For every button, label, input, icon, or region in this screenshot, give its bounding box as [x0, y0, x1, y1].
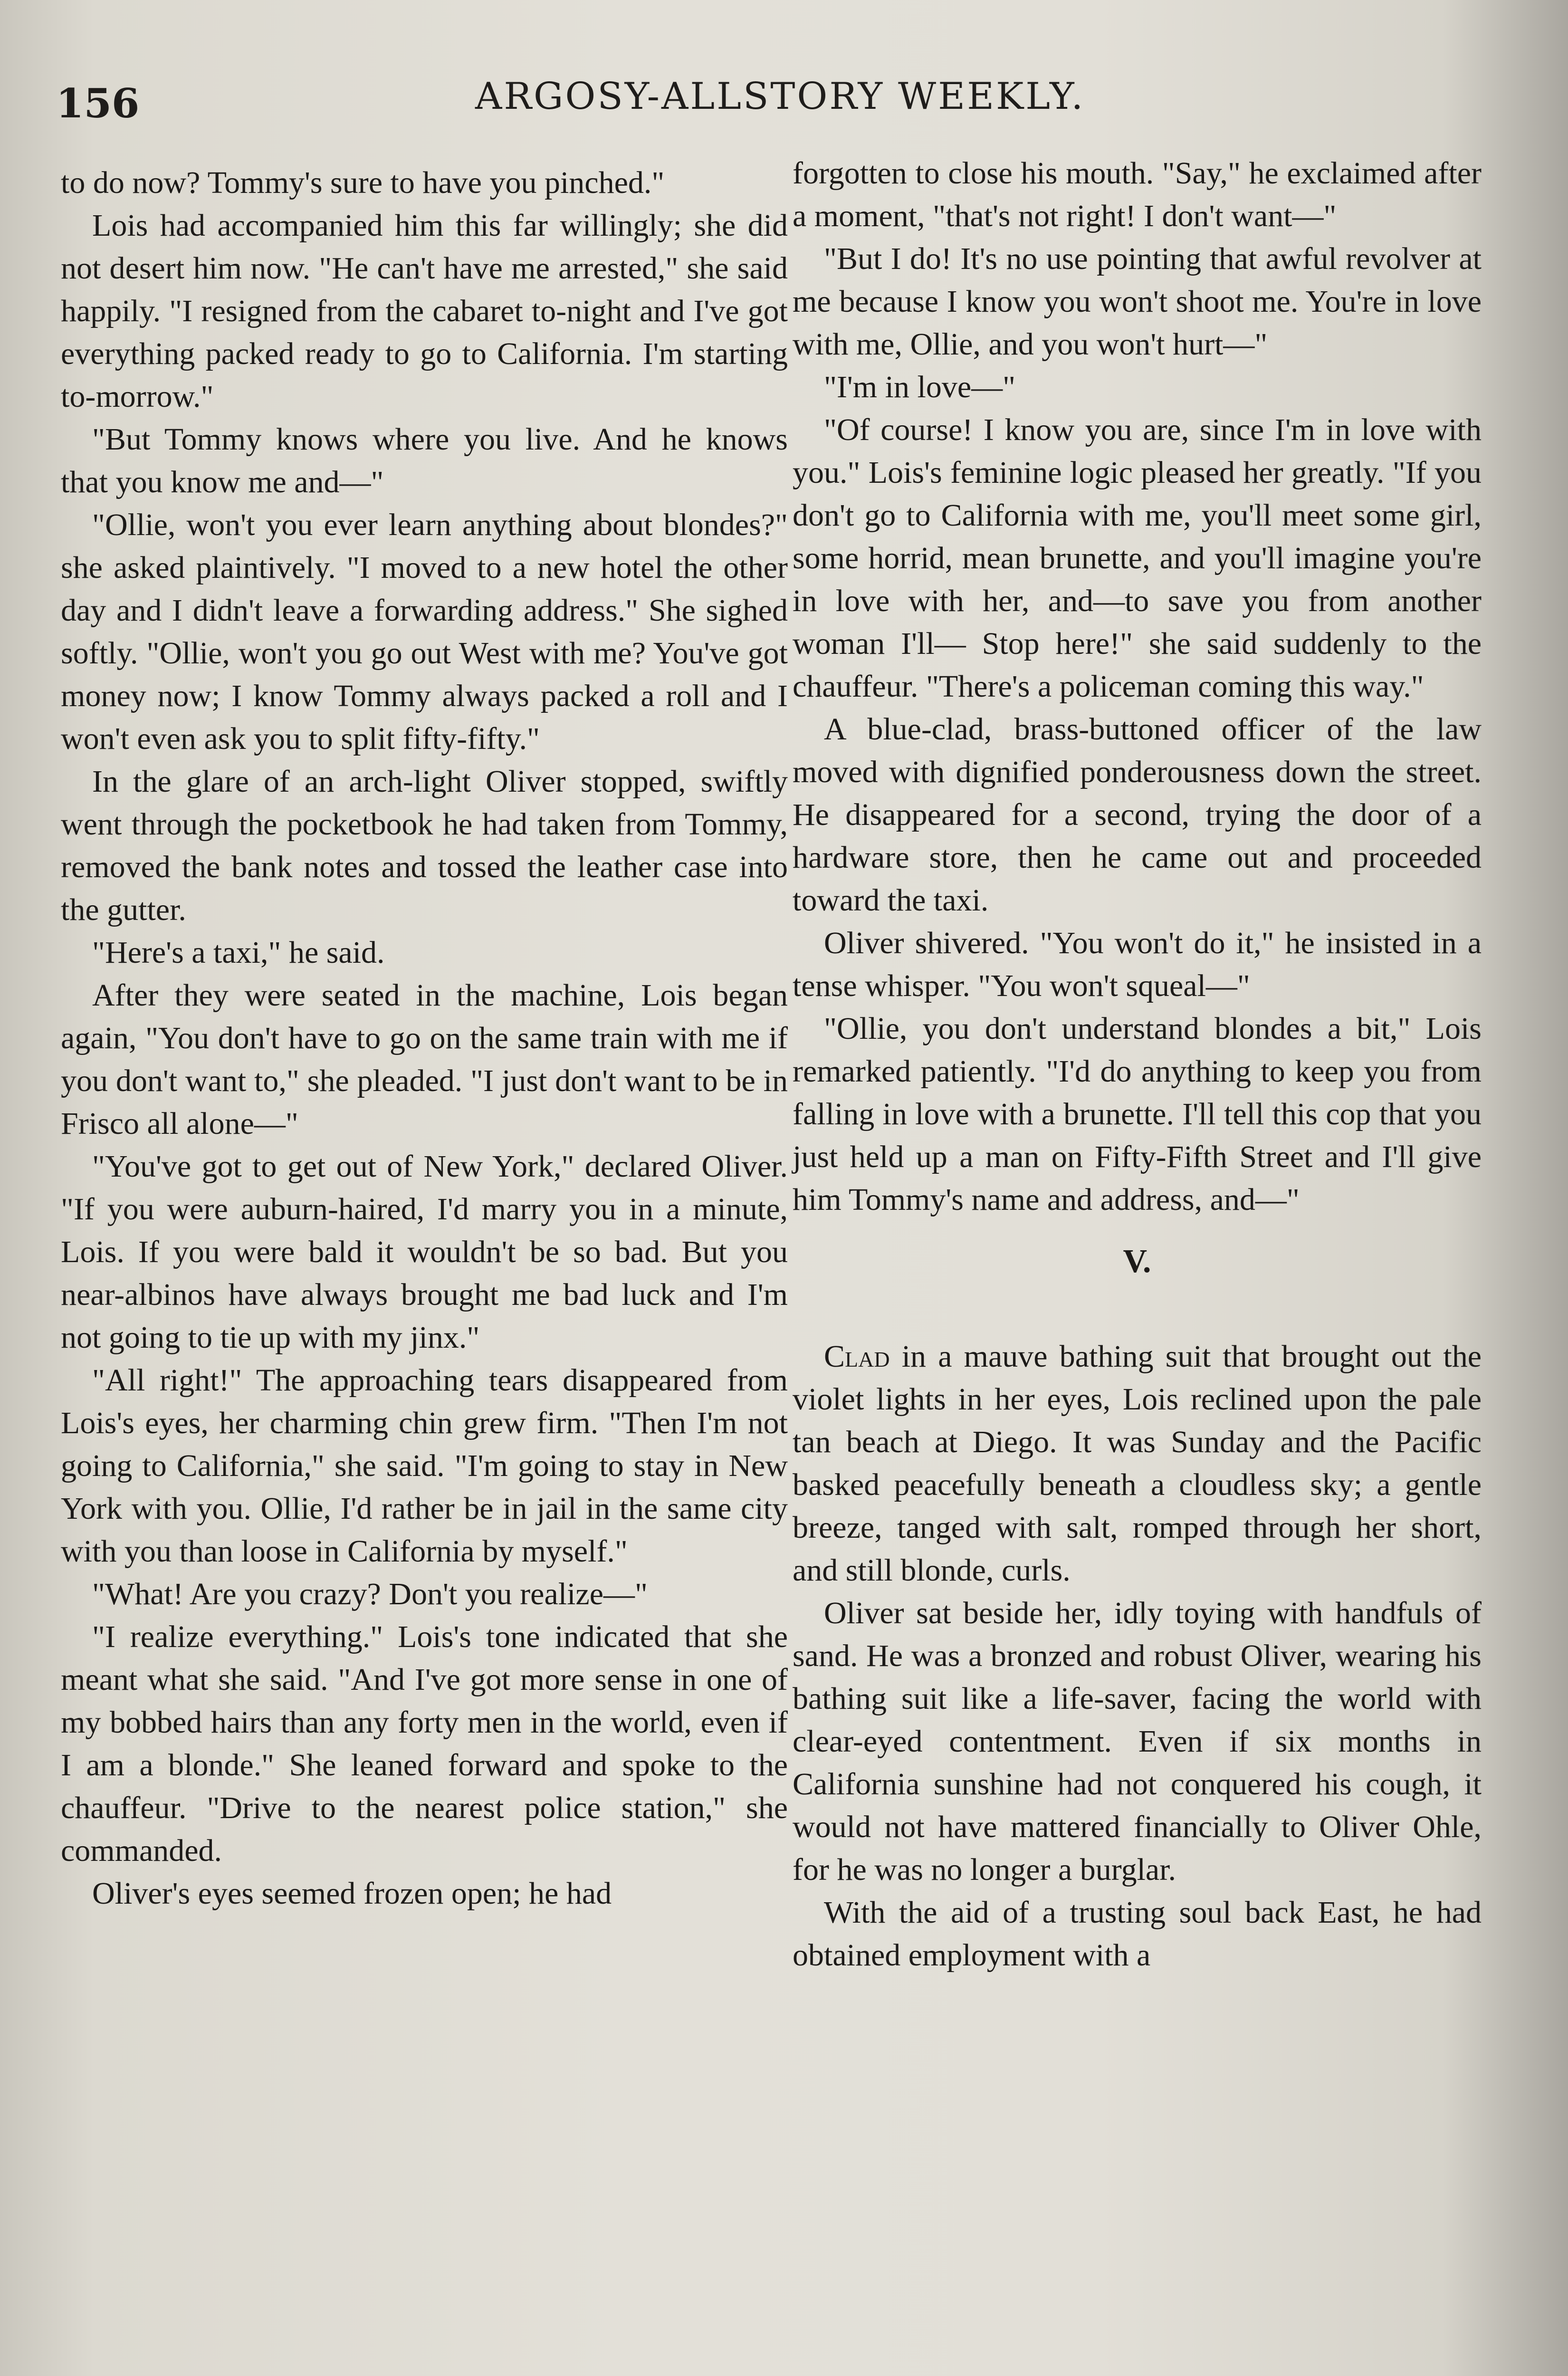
paragraph: "You've got to get out of New York," declared Oliver. "If you were auburn-haired, I'd marry you in a minute, Lois. If you were bald it wouldn't be so bad. But you near-albinos have always brought me bad luck and I'm not going to tie up with my jinx." — [61, 1149, 788, 1355]
paragraph: Oliver's eyes seemed frozen open; he had — [92, 1876, 612, 1911]
paragraph: "Here's a taxi," he said. — [92, 935, 385, 970]
paragraph: "I realize everything." Lois's tone indicated that she meant what she said. "And I've got more sense in one of my bobbed hairs than any forty men in the world, even if I am a blonde." She leaned forward and spoke to the chauffeur. "Drive to the nearest police station," she commanded. — [61, 1619, 788, 1868]
paragraph: "All right!" The approaching tears disappeared from Lois's eyes, her charming chin grew firm. "Then I'm not going to California," she said. "I'm going to stay in New York with you. Ollie, I'd rather be in jail in the same city with you than loose in California by myself." — [61, 1363, 788, 1569]
paragraph: A blue-clad, brass-buttoned officer of the law moved with dignified ponderousness down the street. He disappeared for a second, trying the door of a hardware store, then he came out and proceeded toward the taxi. — [793, 712, 1482, 918]
paragraph: to do now? Tommy's sure to have you pinched." — [61, 165, 665, 200]
paragraph: "Of course! I know you are, since I'm in love with you." Lois's feminine logic pleased her greatly. "If you don't go to California with me, you'll meet some girl, some horrid, mean brunette, and you'll imagine you're in love with her, and—to save you from another woman I'll— Stop here!" she said suddenly to the chauffeur. "There's a policeman coming this way." — [793, 412, 1482, 704]
paragraph: In the glare of an arch-light Oliver stopped, swiftly went through the pocketbook he had taken from Tommy, removed the bank notes and tossed the leather case into the gutter. — [61, 764, 788, 927]
right-column — [793, 152, 1482, 1977]
paragraph: Lois had accompanied him this far willingly; she did not desert him now. "He can't have me arrested," she said happily. "I resigned from the cabaret to-night and I've got everything packed ready to go to California. I'm starting to-morrow." — [61, 208, 788, 414]
opening-text: in a mauve bathing suit that brought out the violet lights in her eyes, Lois reclined upon the pale tan beach at Diego. It was Sunday and the Pacific basked peacefully beneath a cloudless sky; a gentle breeze, tanged with salt, romped through her short, and still blonde, curls. — [793, 1339, 1482, 1588]
left-column — [61, 162, 788, 1915]
paragraph: "But I do! It's no use pointing that awful revolver at me because I know you won't shoot me. You're in love with me, Ollie, and you won't hurt—" — [793, 241, 1482, 362]
paragraph: Oliver shivered. "You won't do it," he insisted in a tense whisper. "You won't squeal—" — [793, 926, 1482, 1003]
paragraph: Oliver sat beside her, idly toying with handfuls of sand. He was a bronzed and robust Oliver, wearing his bathing suit like a life-saver, facing the world with clear-eyed contentment. Even if six months in California sunshine had not conquered his cough, it would not have mattered financially to Oliver Ohle, for he was no longer a burglar. — [793, 1596, 1482, 1887]
paragraph: With the aid of a trusting soul back East, he had obtained employment with a — [793, 1895, 1482, 1973]
paragraph: "Ollie, won't you ever learn anything about blondes?" she asked plaintively. "I moved to a new hotel the other day and I didn't leave a forwarding address." She sighed softly. "Ollie, won't you go out West with me? You've got money now; I know Tommy always packed a roll and I won't even ask you to split fifty-fifty." — [61, 508, 788, 756]
section-heading: V. — [1123, 1243, 1151, 1280]
paragraph: "What! Are you crazy? Don't you realize—" — [92, 1577, 648, 1611]
paragraph: "Ollie, you don't understand blondes a bit," Lois remarked patiently. "I'd do anything to keep you from falling in love with a brunette. I'll tell this cop that you just held up a man on Fifty-Fifth Street and I'll give him Tommy's name and address, and—" — [793, 1011, 1482, 1217]
opening-word: Clad — [824, 1339, 890, 1374]
paragraph: After they were seated in the machine, Lois began again, "You don't have to go on the same train with me if you don't want to," she pleaded. "I just don't want to be in Frisco all alone—" — [61, 978, 788, 1141]
running-head: ARGOSY-ALLSTORY WEEKLY. — [475, 75, 1085, 118]
paragraph: "But Tommy knows where you live. And he knows that you know me and—" — [61, 422, 788, 499]
page-number: 156 — [56, 80, 140, 127]
paragraph: "I'm in love—" — [824, 370, 1016, 404]
paragraph: forgotten to close his mouth. "Say," he exclaimed after a moment, "that's not right! I don't want—" — [793, 156, 1482, 233]
section-opening-paragraph — [793, 1335, 1482, 1592]
